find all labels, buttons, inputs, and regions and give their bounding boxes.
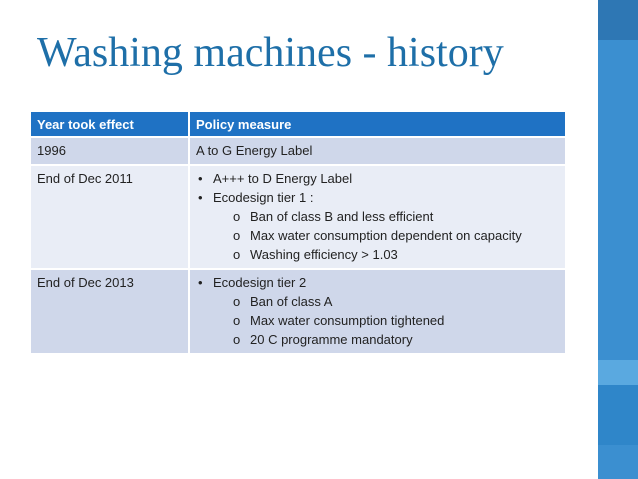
year-cell: End of Dec 2013 [31,269,189,354]
measure-text: Ecodesign tier 2 [213,275,307,290]
measure-text: Ecodesign tier 1 : [213,190,314,205]
edge-decoration-light-block [598,360,638,385]
measure-item [196,273,559,349]
measure-item [196,188,559,264]
table-header-row [31,112,565,137]
policy-cell [189,137,565,165]
policy-cell [189,165,565,269]
measure-list [196,273,559,349]
table-row [31,137,565,165]
sub-measure-item: o Max water consumption tightened [213,311,559,330]
sub-measure-item: o 20 C programme mandatory [213,330,559,349]
sub-measure-item: o Ban of class B and less efficient [213,207,559,226]
sub-measure-list [213,292,559,349]
edge-decoration-top-block [598,0,638,40]
year-cell: 1996 [31,137,189,165]
slide-title: Washing machines - history [37,30,504,76]
measure-text: A+++ to D Energy Label [213,171,353,186]
measure-item [196,169,559,188]
column-header-policy: Policy measure [189,112,565,137]
table-row [31,165,565,269]
sub-measure-list [213,207,559,264]
policy-cell [189,269,565,354]
policy-text: A to G Energy Label [196,143,313,158]
column-header-year: Year took effect [31,112,189,137]
sub-measure-item: o Ban of class A [213,292,559,311]
edge-decoration-mid-block [598,385,638,445]
measure-list [196,169,559,264]
policy-history-table [31,112,565,355]
sub-measure-item: o Max water consumption dependent on capacity [213,226,559,245]
sub-measure-item: o Washing efficiency > 1.03 [213,245,559,264]
table-row [31,269,565,354]
year-cell: End of Dec 2011 [31,165,189,269]
